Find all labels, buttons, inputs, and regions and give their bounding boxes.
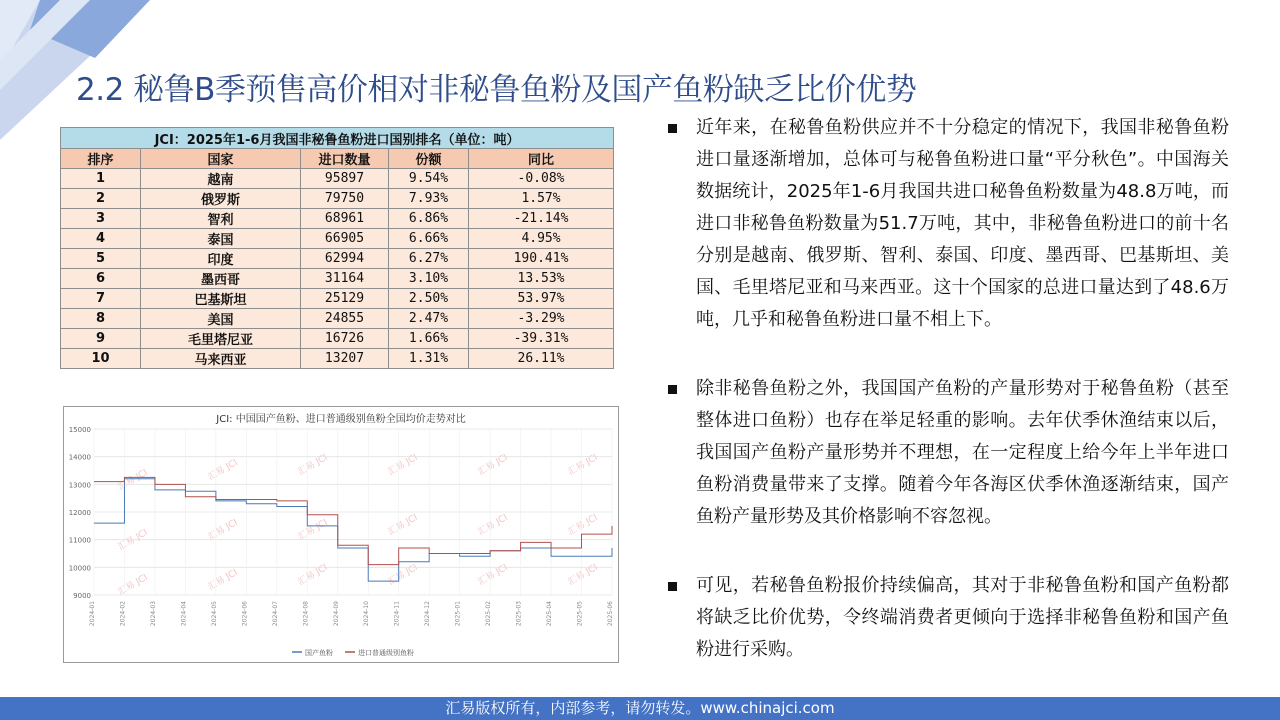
x-tick-label: 2024-08 [302,601,310,627]
watermark-mark: 汇易 JCI [476,512,510,538]
series-line-2 [94,477,612,564]
x-tick-label: 2024-09 [332,601,340,627]
cell-yoy: 53.97% [469,289,614,309]
watermark-mark: 汇易 JCI [116,572,150,598]
paragraph-text: 近年来，在秘鲁鱼粉供应并不十分稳定的情况下，我国非秘鲁鱼粉进口量逐渐增加，总体可与秘鲁鱼粉进口量“平分秋色”。中国海关数据统计，2025年1-6月我国共进口秘鲁鱼粉数量为48.8万吨，而进口非秘鲁鱼粉数量为51.7万吨，其中，非秘鲁鱼粉进口的前十名分别是越南、俄罗斯、智利、泰国、印度、墨西哥、巴基斯坦、美国、毛里塔尼亚和马来西亚。这十个国家的总进口量达到了48.6万吨，几乎和秘鲁鱼粉进口量不相上下。 [696,117,1229,330]
cell-rank: 5 [61,249,141,269]
cell-country: 美国 [141,309,301,329]
cell-share: 3.10% [389,269,469,289]
cell-rank: 1 [61,169,141,189]
header-yoy: 同比 [469,149,614,169]
cell-share: 2.47% [389,309,469,329]
cell-qty: 68961 [301,209,389,229]
x-tick-label: 2024-05 [210,601,218,627]
cell-yoy: 4.95% [469,229,614,249]
cell-share: 6.86% [389,209,469,229]
table-row [61,189,614,209]
cell-qty: 24855 [301,309,389,329]
cell-qty: 25129 [301,289,389,309]
cell-country: 巴基斯坦 [141,289,301,309]
y-tick-label: 10000 [68,564,91,573]
watermark-mark: 汇易 JCI [566,452,600,478]
cell-qty: 62994 [301,249,389,269]
y-tick-label: 14000 [68,453,91,462]
cell-yoy: 1.57% [469,189,614,209]
y-tick-label: 15000 [68,426,91,434]
cell-country: 马来西亚 [141,349,301,369]
x-tick-label: 2024-03 [149,601,157,627]
x-tick-label: 2025-04 [546,601,554,627]
bullet-icon [668,582,677,591]
x-tick-label: 2024-12 [424,601,432,627]
cell-share: 2.50% [389,289,469,309]
cell-rank: 6 [61,269,141,289]
cell-country: 泰国 [141,229,301,249]
cell-qty: 79750 [301,189,389,209]
watermark-mark: 汇易 JCI [296,452,330,478]
import-ranking-table [60,127,614,369]
cell-country: 俄罗斯 [141,189,301,209]
watermark-mark: 汇易 JCI [296,517,330,543]
watermark-mark: 汇易 JCI [476,452,510,478]
cell-share: 1.66% [389,329,469,349]
y-tick-label: 12000 [68,509,91,517]
cell-yoy: 13.53% [469,269,614,289]
watermark-mark: 汇易 JCI [566,512,600,538]
legend-label: 进口普通级别鱼粉 [358,649,414,657]
watermark-mark: 汇易 JCI [386,562,420,588]
table-row [61,269,614,289]
y-tick-label: 9000 [73,592,91,600]
x-tick-label: 2024-10 [363,601,371,627]
header-qty: 进口数量 [301,149,389,169]
header-rank: 排序 [61,149,141,169]
cell-qty: 66905 [301,229,389,249]
cell-rank: 3 [61,209,141,229]
watermark-mark: 汇易 JCI [206,457,240,483]
paragraph-2 [664,373,1229,533]
watermark-mark: 汇易 JCI [206,567,240,593]
cell-qty: 95897 [301,169,389,189]
x-tick-label: 2024-04 [180,601,188,627]
table-header-row [61,149,614,169]
cell-qty: 31164 [301,269,389,289]
cell-country: 智利 [141,209,301,229]
analysis-text [664,112,1229,666]
x-tick-label: 2024-06 [241,601,249,627]
x-tick-label: 2024-01 [89,601,96,627]
x-tick-label: 2025-06 [607,601,614,627]
table-row [61,349,614,369]
legend-label: 国产鱼粉 [305,649,333,657]
cell-share: 9.54% [389,169,469,189]
watermark-mark: 汇易 JCI [386,512,420,538]
table-caption: JCI：2025年1-6月我国非秘鲁鱼粉进口国别排名（单位：吨） [61,128,614,149]
page-title: 2.2 秘鲁B季预售高价相对非秘鲁鱼粉及国产鱼粉缺乏比价优势 [76,72,917,108]
cell-rank: 4 [61,229,141,249]
cell-country: 越南 [141,169,301,189]
paragraph-text: 可见，若秘鲁鱼粉报价持续偏高，其对于非秘鲁鱼粉和国产鱼粉都将缺乏比价优势，令终端消费者更倾向于选择非秘鲁鱼粉和国产鱼粉进行采购。 [696,575,1229,660]
table-row [61,329,614,349]
chart-svg [64,407,618,662]
cell-share: 7.93% [389,189,469,209]
cell-country: 墨西哥 [141,269,301,289]
header-country: 国家 [141,149,301,169]
cell-share: 6.27% [389,249,469,269]
watermark-group [116,452,600,598]
x-tick-label: 2025-01 [454,601,462,627]
y-tick-label: 13000 [68,481,91,490]
cell-rank: 2 [61,189,141,209]
cell-yoy: 190.41% [469,249,614,269]
table-row [61,229,614,249]
x-tick-label: 2025-02 [485,601,493,627]
header-share: 份额 [389,149,469,169]
x-tick-label: 2025-03 [515,601,523,627]
bullet-icon [668,385,677,394]
x-tick-label: 2024-07 [271,601,279,627]
cell-country: 印度 [141,249,301,269]
paragraph-1 [664,112,1229,336]
table-row [61,169,614,189]
cell-yoy: -21.14% [469,209,614,229]
cell-rank: 10 [61,349,141,369]
paragraph-3 [664,570,1229,666]
cell-qty: 13207 [301,349,389,369]
price-trend-chart [63,406,619,663]
watermark-mark: 汇易 JCI [296,562,330,588]
chart-title: JCI: 中国国产鱼粉、进口普通级别鱼粉全国均价走势对比 [216,414,466,425]
cell-yoy: -3.29% [469,309,614,329]
paragraph-text: 除非秘鲁鱼粉之外，我国国产鱼粉的产量形势对于秘鲁鱼粉（甚至整体进口鱼粉）也存在举足轻重的影响。去年伏季休渔结束以后，我国国产鱼粉产量形势并不理想，在一定程度上给今年上半年进口鱼粉消费量带来了支撑。随着今年各海区伏季休渔逐渐结束，国产鱼粉产量形势及其价格影响不容忽视。 [696,378,1229,527]
watermark-mark: 汇易 JCI [116,527,150,553]
series-line-1 [94,479,612,581]
watermark-mark: 汇易 JCI [386,452,420,478]
bullet-icon [668,124,677,133]
cell-rank: 7 [61,289,141,309]
x-tick-label: 2025-05 [576,601,584,627]
x-tick-label: 2024-11 [393,601,401,627]
cell-yoy: -39.31% [469,329,614,349]
cell-country: 毛里塔尼亚 [141,329,301,349]
table-row [61,249,614,269]
cell-qty: 16726 [301,329,389,349]
table-row [61,289,614,309]
watermark-mark: 汇易 JCI [566,562,600,588]
cell-rank: 9 [61,329,141,349]
cell-rank: 8 [61,309,141,329]
watermark-mark: 汇易 JCI [116,467,150,493]
y-tick-label: 11000 [68,536,91,545]
footer-copyright: 汇易版权所有，内部参考，请勿转发。www.chinajci.com [0,697,1280,720]
watermark-mark: 汇易 JCI [206,517,240,543]
table-row [61,209,614,229]
cell-yoy: -0.08% [469,169,614,189]
table-row [61,309,614,329]
watermark-mark: 汇易 JCI [476,562,510,588]
cell-share: 1.31% [389,349,469,369]
cell-share: 6.66% [389,229,469,249]
cell-yoy: 26.11% [469,349,614,369]
x-tick-label: 2024-02 [119,601,127,627]
